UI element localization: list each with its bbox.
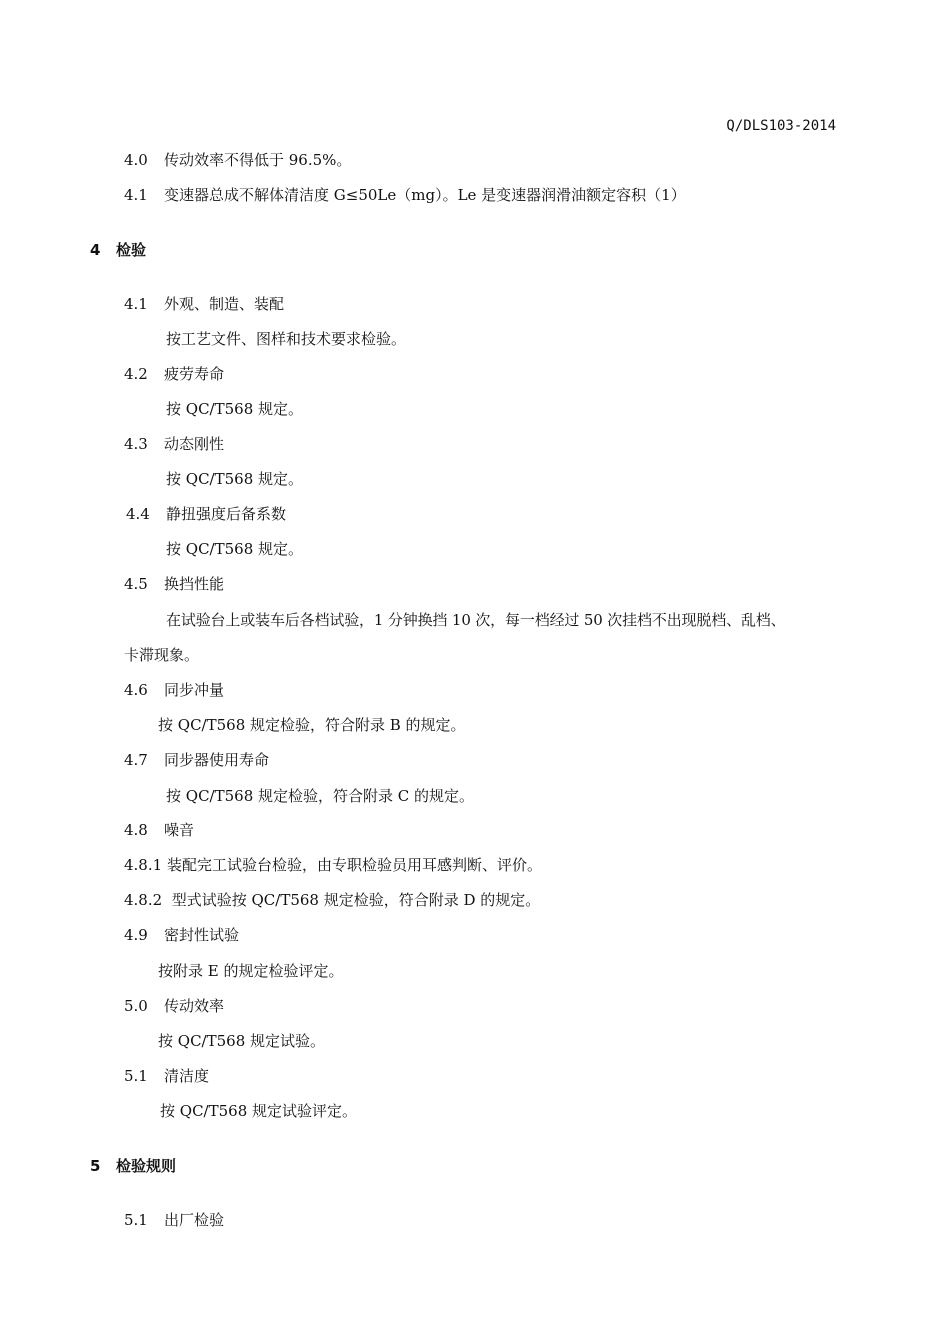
clause-body: 按 QC/T568 规定。	[166, 400, 303, 418]
section-number: 4	[90, 241, 101, 259]
clause-heading	[124, 925, 239, 945]
section-number: 5	[90, 1157, 101, 1175]
clause-heading	[124, 364, 224, 384]
clause-number: 4.2	[124, 365, 148, 383]
clause-body: 在试验台上或装车后各档试验，1 分钟换挡 10 次，每一档经过 50 次挂档不出现脱档、乱档、	[166, 611, 786, 629]
clause-heading	[124, 1210, 224, 1230]
clause-number: 4.7	[124, 751, 148, 769]
clause-number: 4.1	[124, 186, 148, 204]
clause-number: 4.8.2	[124, 891, 163, 909]
clause-body: 按 QC/T568 规定检验，符合附录 C 的规定。	[166, 787, 475, 805]
clause-title: 同步冲量	[164, 681, 225, 699]
clause-number: 4.8.1	[124, 856, 163, 874]
clause-title: 密封性试验	[164, 926, 240, 944]
clause-title: 外观、制造、装配	[164, 295, 285, 313]
clause-body: 按 QC/T568 规定检验，符合附录 B 的规定。	[158, 716, 466, 734]
clause-number: 4.3	[124, 435, 148, 453]
clause-body: 按 QC/T568 规定。	[166, 540, 303, 558]
clause-title: 噪音	[164, 821, 195, 839]
clause-title: 装配完工试验台检验，由专职检验员用耳感判断、评价。	[166, 856, 542, 874]
clause-number: 4.5	[124, 575, 148, 593]
clause-heading	[124, 434, 224, 454]
clause-title: 换挡性能	[164, 575, 225, 593]
clause-body: 按 QC/T568 规定。	[166, 470, 303, 488]
clause-title: 传动效率	[164, 997, 225, 1015]
section-title: 检验规则	[116, 1157, 177, 1175]
section-title: 检验	[116, 241, 147, 259]
clause-heading	[126, 504, 286, 524]
document-id: Q/DLS103-2014	[726, 118, 836, 134]
sub-clause	[124, 855, 542, 875]
clause-heading	[124, 996, 224, 1016]
clause-number: 4.6	[124, 681, 148, 699]
clause-heading	[124, 680, 224, 700]
clause-body: 按 QC/T568 规定试验评定。	[160, 1102, 358, 1120]
clause-body: 按 QC/T568 规定试验。	[158, 1032, 326, 1050]
requirement-line	[124, 185, 686, 205]
clause-number: 5.0	[124, 997, 148, 1015]
clause-text: 传动效率不得低于 96.5%。	[164, 151, 352, 169]
clause-number: 4.8	[124, 821, 148, 839]
clause-title: 疲劳寿命	[164, 365, 225, 383]
clause-body: 按附录 E 的规定检验评定。	[158, 962, 344, 980]
section-heading	[90, 240, 146, 260]
clause-number: 4.1	[124, 295, 148, 313]
clause-title: 型式试验按 QC/T568 规定检验，符合附录 D 的规定。	[171, 891, 541, 909]
clause-heading	[124, 750, 269, 770]
clause-number: 5.1	[124, 1067, 148, 1085]
sub-clause	[124, 890, 540, 910]
clause-body: 按工艺文件、图样和技术要求检验。	[166, 330, 407, 348]
requirement-line	[124, 150, 351, 170]
clause-number: 4.9	[124, 926, 148, 944]
clause-title: 出厂检验	[164, 1211, 225, 1229]
clause-title: 清洁度	[164, 1067, 210, 1085]
clause-heading	[124, 820, 194, 840]
clause-number: 4.4	[126, 505, 150, 523]
clause-heading	[124, 294, 284, 314]
clause-body-continuation: 卡滞现象。	[124, 646, 200, 664]
clause-number: 4.0	[124, 151, 148, 169]
clause-title: 同步器使用寿命	[164, 751, 270, 769]
clause-heading	[124, 574, 224, 594]
clause-title: 动态刚性	[164, 435, 225, 453]
section-heading	[90, 1156, 176, 1176]
clause-number: 5.1	[124, 1211, 148, 1229]
clause-heading	[124, 1066, 209, 1086]
clause-title: 静扭强度后备系数	[166, 505, 287, 523]
clause-text: 变速器总成不解体清洁度 G≤50Le（mg）。Le 是变速器润滑油额定容积（1）	[164, 186, 686, 204]
